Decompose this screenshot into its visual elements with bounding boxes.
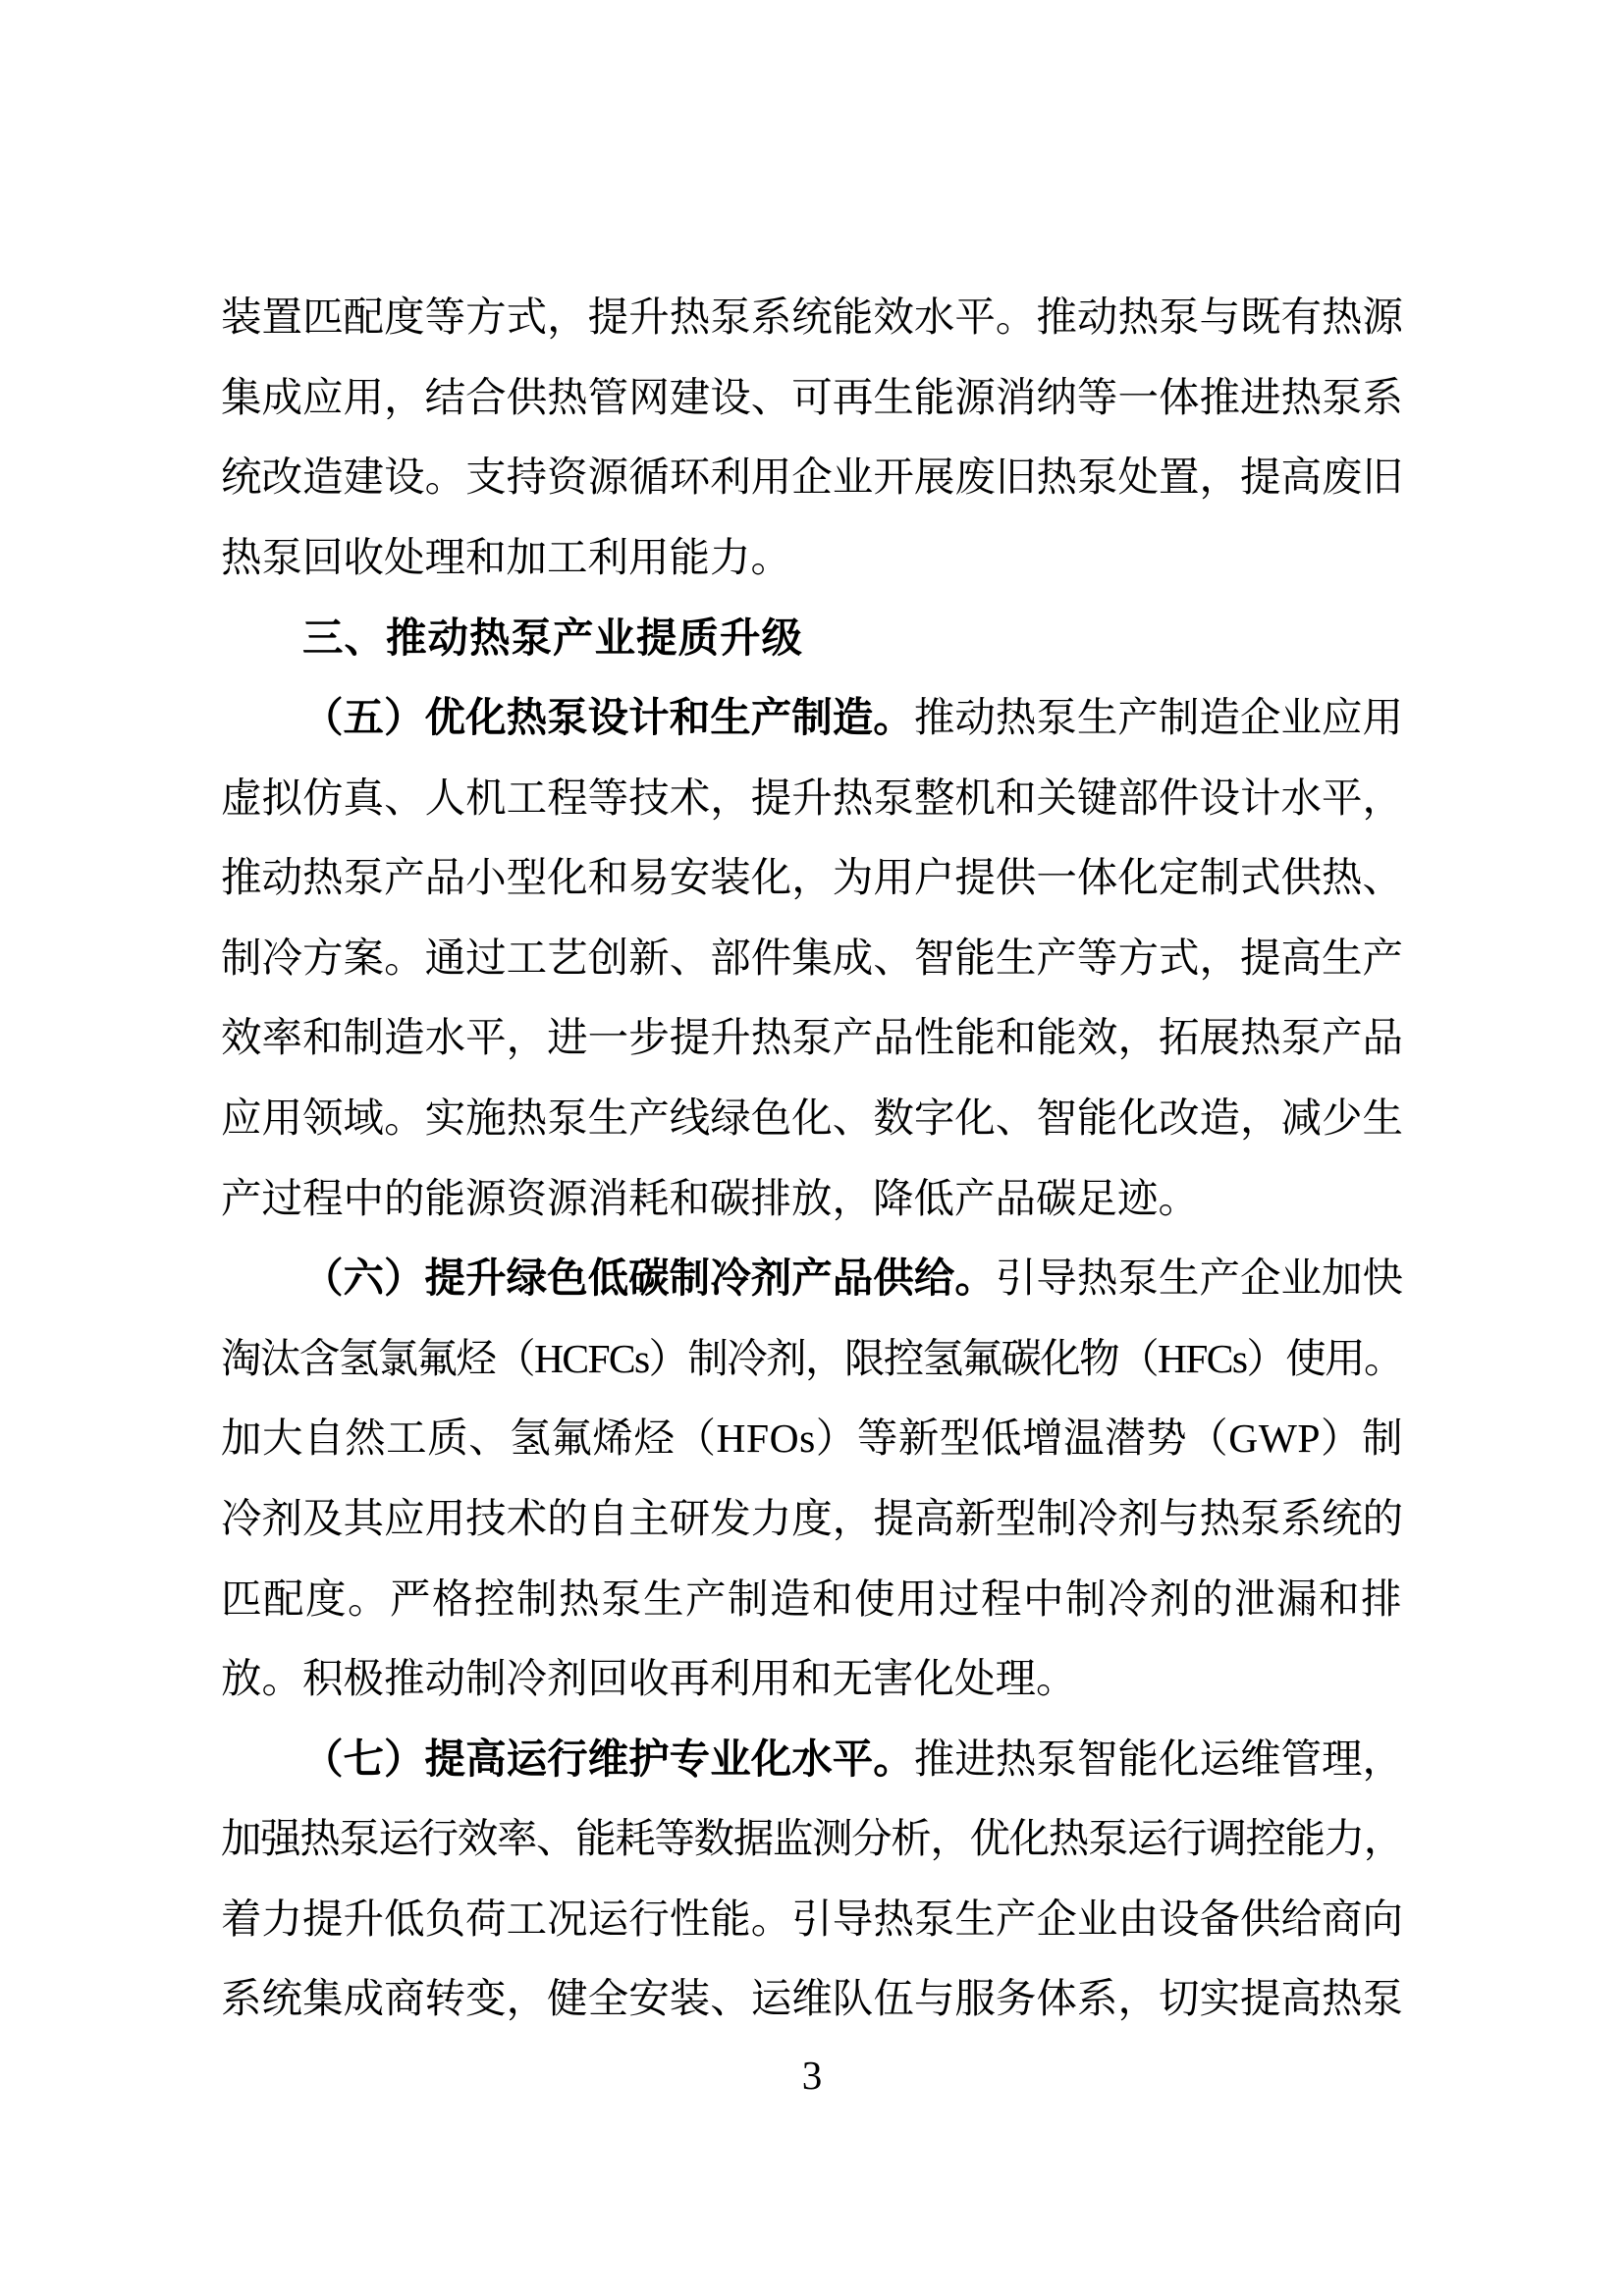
- text-line: [221, 1319, 1403, 1400]
- text-line: [221, 1079, 1403, 1159]
- text-line: [221, 1639, 1403, 1720]
- text-segment-body: 冷剂及其应用技术的自主研发力度，提高新型制冷剂与热泵系统的: [221, 1495, 1404, 1541]
- text-line: [221, 1959, 1403, 2040]
- document-lines: [221, 278, 1403, 2040]
- text-segment-body: 虚拟仿真、人机工程等技术，提升热泵整机和关键部件设计水平，: [221, 774, 1404, 821]
- text-segment-body: 推进热泵智能化运维管理，: [913, 1735, 1404, 1782]
- text-line: [221, 1880, 1403, 1960]
- text-segment-body: 放。积极推动制冷剂回收再利用和无害化处理。: [221, 1656, 1077, 1702]
- page-number: 3: [801, 2053, 823, 2098]
- text-line: [221, 678, 1403, 759]
- text-segment-lead: （六）提升绿色低碳制冷剂产品供给。: [302, 1255, 996, 1302]
- text-line: [221, 1560, 1403, 1640]
- text-segment-body: 加强热泵运行效率、能耗等数据监测分析，优化热泵运行调控能力，: [221, 1816, 1403, 1862]
- text-line: [221, 838, 1403, 919]
- text-line: [221, 278, 1403, 358]
- text-line: [221, 1720, 1403, 1800]
- text-segment-body: 推动热泵生产制造企业应用: [913, 694, 1404, 740]
- text-segment-body: 统改造建设。支持资源循环利用企业开展废旧热泵处置，提高废旧: [221, 454, 1404, 501]
- text-segment-body: 产过程中的能源资源消耗和碳排放，降低产品碳足迹。: [221, 1175, 1200, 1221]
- text-segment-body: 集成应用，结合供热管网建设、可再生能源消纳等一体推进热泵系: [221, 374, 1404, 420]
- text-segment-body: 加大自然工质、氢氟烯烃（HFOs）等新型低增温潜势（GWP）制: [221, 1415, 1404, 1462]
- text-segment-body: 制冷方案。通过工艺创新、部件集成、智能生产等方式，提高生产: [221, 934, 1404, 981]
- text-segment-body: 引导热泵生产企业加快: [995, 1255, 1404, 1302]
- text-line: [221, 358, 1403, 439]
- text-segment-body: 热泵回收处理和加工利用能力。: [221, 534, 792, 580]
- text-line: [221, 1479, 1403, 1560]
- text-line: [221, 919, 1403, 999]
- section-heading: [221, 598, 1403, 678]
- text-segment-body: 推动热泵产品小型化和易安装化，为用户提供一体化定制式供热、: [221, 855, 1404, 901]
- text-line: [221, 518, 1403, 599]
- text-line: [221, 1399, 1403, 1479]
- text-line: [221, 1239, 1403, 1319]
- text-line: [221, 1799, 1403, 1880]
- text-segment-body: 装置匹配度等方式，提升热泵系统能效水平。推动热泵与既有热源: [221, 294, 1404, 340]
- text-segment-body: 应用领域。实施热泵生产线绿色化、数字化、智能化改造，减少生: [221, 1095, 1404, 1141]
- text-segment-body: 着力提升低负荷工况运行性能。引导热泵生产企业由设备供给商向: [221, 1896, 1404, 1942]
- text-segment-lead: （七）提高运行维护专业化水平。: [302, 1735, 914, 1782]
- text-segment-body: 淘汰含氢氯氟烃（HCFCs）制冷剂，限控氢氟碳化物（HFCs）使用。: [221, 1335, 1403, 1381]
- text-segment-body: 匹配度。严格控制热泵生产制造和使用过程中制冷剂的泄漏和排: [221, 1575, 1404, 1622]
- text-segment-body: 系统集成商转变，健全安装、运维队伍与服务体系，切实提高热泵: [221, 1976, 1404, 2022]
- text-line: [221, 1159, 1403, 1240]
- text-segment-body: 效率和制造水平，进一步提升热泵产品性能和能效，拓展热泵产品: [221, 1015, 1404, 1061]
- text-segment-lead: （五）优化热泵设计和生产制造。: [302, 694, 914, 740]
- text-segment-heading: 三、推动热泵产业提质升级: [302, 614, 804, 662]
- text-line: [221, 438, 1403, 518]
- text-line: [221, 759, 1403, 839]
- text-line: [221, 998, 1403, 1079]
